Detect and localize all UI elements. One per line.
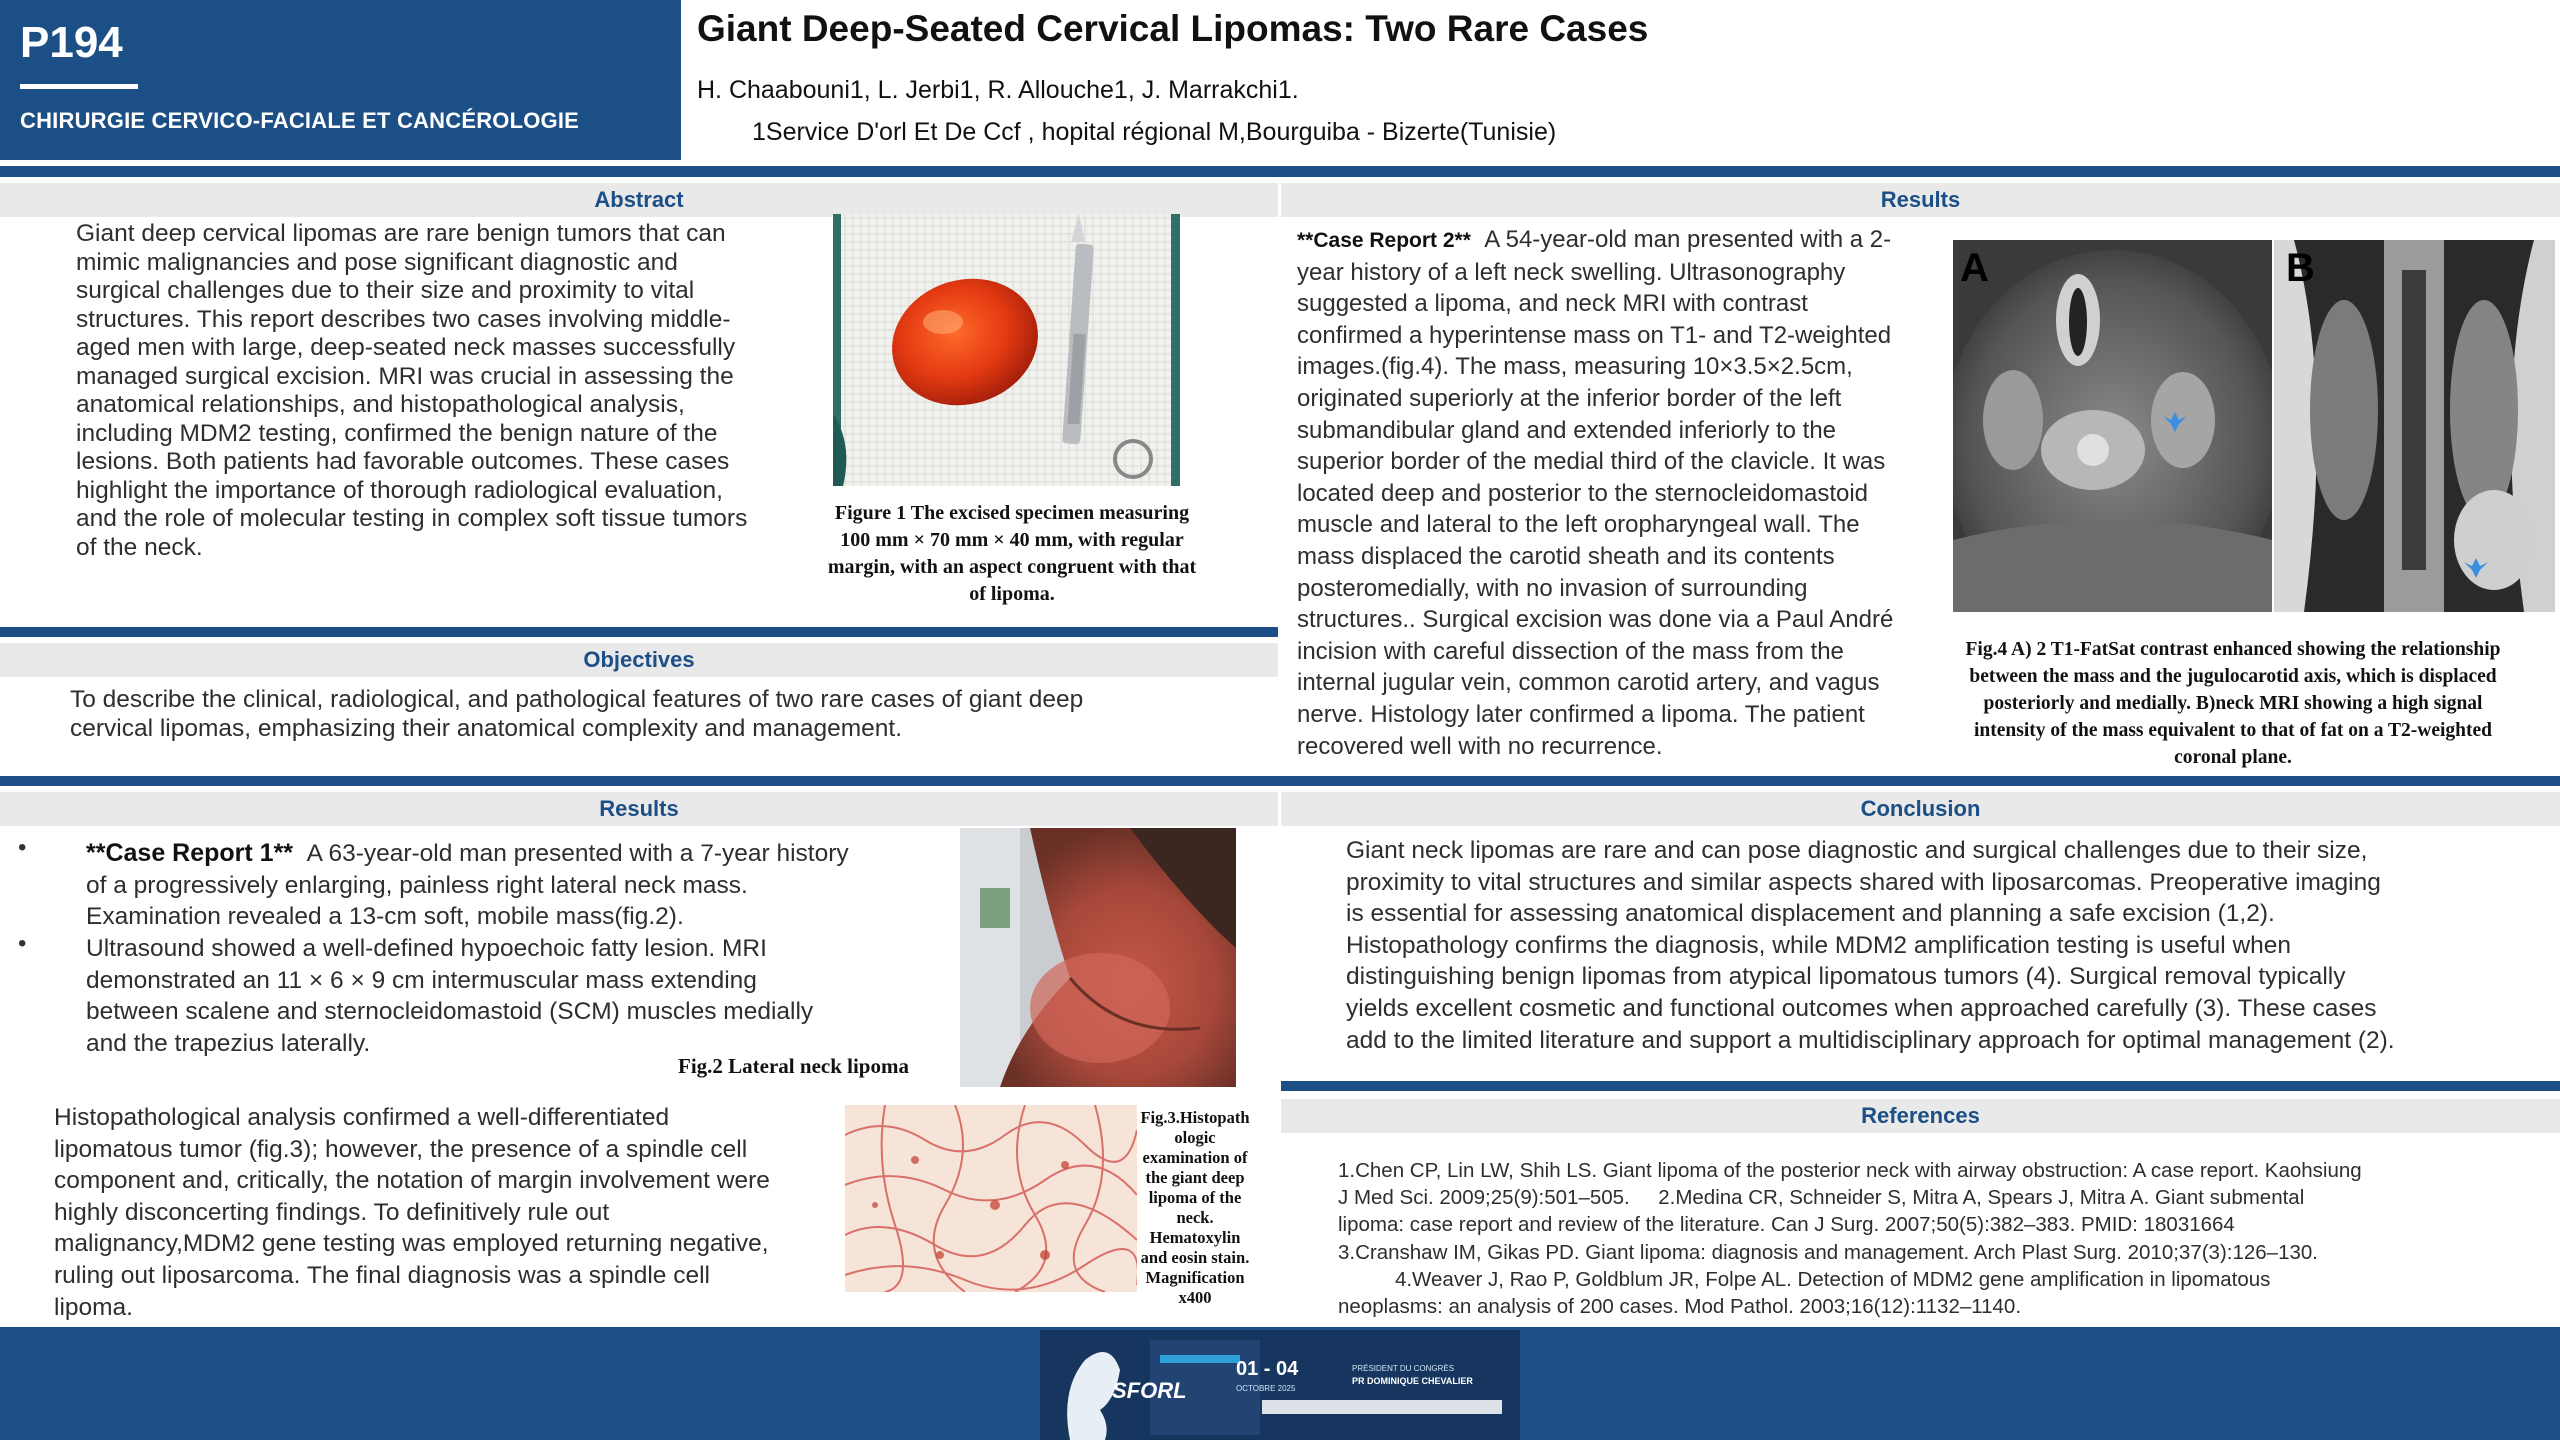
figure4b-mri-coronal <box>2274 240 2555 612</box>
mid-divider-band <box>0 776 2560 786</box>
bullet-dot: • <box>18 930 27 957</box>
congress-month: OCTOBRE 2025 <box>1236 1384 1296 1393</box>
histo-line: Histopathological analysis confirmed a well-differentiated <box>54 1104 670 1131</box>
references-text <box>1338 1157 2548 1320</box>
histo-line: malignancy,MDM2 gene testing was employed returning negative, <box>54 1230 769 1258</box>
case2-line: confirmed a hyperintense mass on T1- and T2-weighted <box>1297 321 1892 349</box>
reference-line: J Med Sci. 2009;25(9):501–505. 2.Medina CR, Schneider S, Mitra A, Spears J, Mitra A. Giant submental <box>1338 1186 2305 1210</box>
conclusion-line: Histopathology confirms the diagnosis, while MDM2 amplification testing is useful when <box>1346 931 2292 959</box>
figure4-caption-line: between the mass and the jugulocarotid axis, which is displaced <box>1969 666 2497 687</box>
objectives-line: To describe the clinical, radiological, and pathological features of two rare cases of giant deep <box>70 686 1084 713</box>
figure1-caption-line: Figure 1 The excised specimen measuring <box>834 502 1190 524</box>
figure1-caption-line: 100 mm × 70 mm × 40 mm, with regular <box>840 529 1184 551</box>
case2-line: submandibular gland and extended inferiorly to the <box>1297 416 1837 444</box>
case1-line: demonstrated an 11 × 6 × 9 cm intermuscular mass extending <box>86 966 757 994</box>
figure3-caption <box>1136 1108 1254 1308</box>
case2-label: **Case Report 2** <box>1297 229 1471 252</box>
case2-text <box>1297 224 1957 762</box>
abstract-line: of the neck. <box>76 533 203 561</box>
figure2-caption: Fig.2 Lateral neck lipoma <box>678 1054 909 1078</box>
reference-line: lipoma: case report and review of the literature. Can J Surg. 2007;50(5):382–383. PMID: 18031664 <box>1338 1213 2235 1237</box>
abstract-line: surgical challenges due to their size and proximity to vital <box>76 277 695 304</box>
case1-line: of a progressively enlarging, painless right lateral neck mass. <box>86 871 748 899</box>
conclusion-line: Giant neck lipomas are rare and can pose diagnostic and surgical challenges due to their size, <box>1346 837 2368 864</box>
department-label: CHIRURGIE CERVICO-FACIALE ET CANCÉROLOGIE <box>20 108 580 133</box>
figure1-caption-line: of lipoma. <box>969 583 1055 605</box>
histopathology-text <box>54 1102 854 1323</box>
figure1-caption-line: margin, with an aspect congruent with that <box>827 556 1197 578</box>
case2-line: internal jugular vein, common carotid artery, and vagus <box>1297 669 1880 697</box>
results-right-heading: Results <box>1281 183 2560 217</box>
reference-line: 4.Weaver J, Rao P, Goldblum JR, Folpe AL. Detection of MDM2 gene amplification in lipomatous <box>1338 1267 2271 1291</box>
case2-line: originated superiorly at the inferior border of the left <box>1297 384 1842 412</box>
abstract-line: managed surgical excision. MRI was crucial in assessing the <box>76 362 734 390</box>
figure3-histology-photo <box>845 1105 1137 1292</box>
abstract-line: highlight the importance of thorough radiological evaluation, <box>76 476 723 504</box>
abstract-line: aged men with large, deep-seated neck masses successfully <box>76 334 736 361</box>
histo-line: component and, critically, the notation of margin involvement were <box>54 1167 770 1195</box>
bullet-dot: • <box>18 834 27 861</box>
figure4-caption-line: coronal plane. <box>2174 747 2292 768</box>
congress-dates: 01 - 04 <box>1236 1358 1299 1380</box>
conclusion-line: is essential for assessing anatomical displacement and planning a safe excision (1,2). <box>1346 900 2275 928</box>
poster-code: P194 <box>20 18 123 67</box>
case2-line: posteromedially, with no invasion of surrounding <box>1297 574 1808 602</box>
abstract-text <box>76 220 816 562</box>
case1-bullet1 <box>86 838 966 933</box>
figure3-caption-line: the giant deep <box>1145 1168 1245 1187</box>
figure4-caption <box>1928 636 2538 771</box>
case2-line: superior border of the medial third of the clavicle. It was <box>1297 448 1886 476</box>
results-left-heading: Results <box>0 792 1278 826</box>
president-name: PR DOMINIQUE CHEVALIER <box>1352 1376 1473 1386</box>
conclusion-line: proximity to vital structures and similar aspects shared with liposarcomas. Preoperative imaging <box>1346 868 2381 896</box>
figure2-neck-photo <box>960 828 1236 1087</box>
case2-line: suggested a lipoma, and neck MRI with contrast <box>1297 290 1808 318</box>
case2-line: recovered well with no recurrence. <box>1297 732 1663 760</box>
case1-line: between scalene and sternocleidomastoid (SCM) muscles medially <box>86 998 814 1026</box>
case2-line: structures.. Surgical excision was done via a Paul André <box>1297 606 1894 634</box>
histo-line: ruling out liposarcoma. The final diagnosis was a spindle cell <box>54 1261 710 1289</box>
case1-label: **Case Report 1** <box>86 839 294 867</box>
objectives-text <box>70 686 1260 743</box>
abstract-line: lesions. Both patients had favorable outcomes. These cases <box>76 448 730 475</box>
figure3-caption-line: Fig.3.Histopath <box>1140 1108 1250 1127</box>
case2-line: incision with careful dissection of the mass from the <box>1297 637 1844 665</box>
figure3-caption-line: Hematoxylin <box>1149 1228 1241 1247</box>
objectives-heading: Objectives <box>0 643 1278 677</box>
case1-line: and the trapezius laterally. <box>86 1029 371 1057</box>
conclusion-text <box>1346 835 2546 1056</box>
figure4-caption-line: intensity of the mass equivalent to that of fat on a T2-weighted <box>1973 720 2492 741</box>
conclusion-heading: Conclusion <box>1281 792 2560 826</box>
affiliation: 1Service D'orl Et De Ccf , hopital régional M,Bourguiba - Bizerte(Tunisie) <box>752 118 1557 146</box>
histo-line: lipomatous tumor (fig.3); however, the presence of a spindle cell <box>54 1135 748 1163</box>
abstract-line: Giant deep cervical lipomas are rare benign tumors that can <box>76 220 726 247</box>
sponsor-strip <box>1262 1400 1502 1414</box>
figure3-caption-line: examination of <box>1142 1148 1248 1167</box>
abstract-line: structures. This report describes two cases involving middle- <box>76 305 731 333</box>
badge-divider <box>20 84 138 89</box>
figure3-caption-line: ologic <box>1174 1128 1216 1147</box>
figure4-label-b: B <box>2286 246 2315 290</box>
abstract-line: and the role of molecular testing in complex soft tissue tumors <box>76 505 748 532</box>
authors: H. Chaabouni1, L. Jerbi1, R. Allouche1, J. Marrakchi1. <box>697 76 1299 104</box>
congress-logo: SFORL <box>1112 1378 1187 1403</box>
histo-line: highly disconcerting findings. To definitively rule out <box>54 1198 610 1226</box>
case2-line: year history of a left neck swelling. Ultrasonography <box>1297 258 1846 286</box>
abstract-line: mimic malignancies and pose significant diagnostic and <box>76 248 678 276</box>
figure1-specimen-photo <box>833 214 1180 486</box>
figure4a-mri-axial <box>1953 240 2272 612</box>
header-divider-band <box>0 166 2560 177</box>
poster-code-badge <box>0 0 681 160</box>
abstract-line: anatomical relationships, and histopathological analysis, <box>76 391 685 418</box>
case2-line: located deep and posterior to the sternocleidomastoid <box>1297 479 1869 507</box>
figure4-label-a: A <box>1960 246 1989 290</box>
histo-line: lipoma. <box>54 1293 133 1321</box>
case1-line: Ultrasound showed a well-defined hypoechoic fatty lesion. MRI <box>86 935 767 962</box>
president-label: PRÉSIDENT DU CONGRÈS <box>1352 1364 1455 1373</box>
figure3-caption-line: and eosin stain. <box>1140 1248 1250 1267</box>
figure3-caption-line: x400 <box>1178 1288 1212 1307</box>
case1-line: Examination revealed a 13-cm soft, mobile mass(fig.2). <box>86 903 684 931</box>
poster-title: Giant Deep-Seated Cervical Lipomas: Two Rare Cases <box>697 8 1649 49</box>
case1-line: **Case Report 1** A 63-year-old man presented with a 7-year history <box>86 839 849 867</box>
reference-line: 3.Cranshaw IM, Gikas PD. Giant lipoma: diagnosis and management. Arch Plast Surg. 2010;37(3):126–130. <box>1338 1240 2318 1264</box>
reference-line: 1.Chen CP, Lin LW, Shih LS. Giant lipoma of the posterior neck with airway obstruction: A case report. Kaohsiung <box>1338 1159 2362 1182</box>
case2-line: **Case Report 2** A 54-year-old man presented with a 2- <box>1297 226 1892 253</box>
figure3-caption-line: lipoma of the <box>1148 1188 1242 1207</box>
case2-line: mass displaced the carotid sheath and its contents <box>1297 542 1835 570</box>
figure1-caption <box>812 500 1212 608</box>
objectives-line: cervical lipomas, emphasizing their anatomical complexity and management. <box>70 714 903 742</box>
case2-line: images.(fig.4). The mass, measuring 10×3.5×2.5cm, <box>1297 353 1853 381</box>
conclusion-line: distinguishing benign lipomas from atypical lipomatous tumors (4). Surgical removal typically <box>1346 963 2346 991</box>
figure3-caption-line: Magnification <box>1145 1268 1245 1287</box>
abstract-objectives-divider <box>0 627 1278 637</box>
figure4-caption-line: Fig.4 A) 2 T1-FatSat contrast enhanced showing the relationship <box>1965 639 2501 660</box>
case2-line: muscle and lateral to the left oropharyngeal wall. The <box>1297 511 1860 539</box>
figure3-caption-line: neck. <box>1176 1208 1214 1227</box>
case2-line: nerve. Histology later confirmed a lipoma. The patient <box>1297 700 1865 728</box>
conclusion-references-divider <box>1281 1081 2560 1091</box>
abstract-heading: Abstract <box>0 183 1278 217</box>
abstract-line: including MDM2 testing, confirmed the benign nature of the <box>76 419 718 447</box>
reference-line: neoplasms: an analysis of 200 cases. Mod Pathol. 2003;16(12):1132–1140. <box>1338 1295 2022 1319</box>
conclusion-line: yields excellent cosmetic and functional outcomes when approached carefully (3). These cases <box>1346 994 2377 1022</box>
figure4-caption-line: posteriorly and medially. B)neck MRI showing a high signal <box>1983 693 2483 714</box>
case1-bullet2 <box>86 933 966 1059</box>
congress-banner <box>1040 1330 1520 1440</box>
references-heading: References <box>1281 1099 2560 1133</box>
conclusion-line: add to the limited literature and support a multidisciplinary approach for optimal management (2). <box>1346 1026 2395 1054</box>
